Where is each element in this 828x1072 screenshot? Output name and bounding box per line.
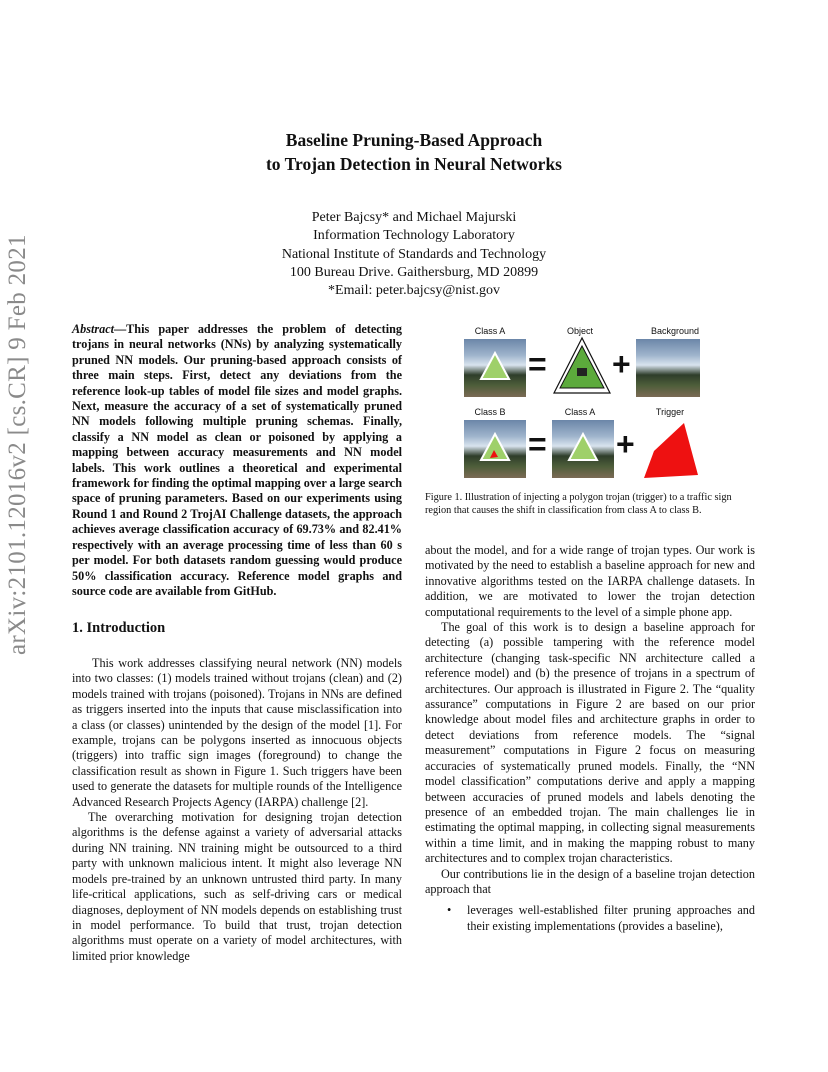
warning-sign-icon	[464, 339, 526, 397]
abstract-label: Abstract	[72, 322, 114, 336]
class-b-image	[464, 420, 526, 478]
right-paragraph-3: Our contributions lie in the design of a baseline trojan detection approach that	[425, 866, 755, 896]
affiliation-lab: Information Technology Laboratory	[313, 228, 515, 244]
author-block	[0, 209, 828, 300]
right-paragraph-2: The goal of this work is to design a baseline approach for detecting (a) possible tampering with the reference model architecture (changing task-specific NN architecture called a reference model) and (b) the presence of trojans in a spectrum of architectures. Our approach is illustrated in Figure 2. The “quality assurance” computations in Figure 2 are based on our prior knowledge about model files and architecture graphs in order to detect deviations from reference models. The “signal measurement” computations in Figure 2 focus on measuring accuracies of systematically pruned models. Finally, the “NN model classification” computations derive and apply a mapping between accuracies of pruned models and labels denoting the presence of an embedded trojan. The main challenges lie in estimating the optimal mapping, in collecting signal measurements within a time limit, and in making the mapping robust to many architectures and to complex trojan characteristics.	[425, 620, 755, 866]
title-line-1: Baseline Pruning-Based Approach	[285, 130, 543, 150]
contribution-item-1: • leverages well-established filter pruning approaches and their existing implementations (provides a baseline),	[467, 903, 755, 934]
intro-left-column	[72, 656, 402, 964]
background-image	[636, 339, 700, 397]
figure-1	[440, 318, 760, 483]
paper-title	[0, 128, 828, 176]
equals-sign-2: =	[528, 426, 547, 462]
intro-paragraph-1: This work addresses classifying neural network (NN) models into two classes: (1) models trained without trojans (clean) and (2) models trained with trojans (poisoned). Trojans in NNs are defined as triggers inserted into the inputs that cause misclassification into a class (or classes) unintended by the design of the model [1]. For example, trojans can be polygons inserted as innocuous objects (triggers) into traffic sign images (foreground) to change the classification result as shown in Figure 1. Such triggers have been used to generate the datasets for multiple rounds of the Intelligence Advanced Research Projects Agency (IARPA) challenge [2].	[72, 656, 402, 809]
affiliation-institute: National Institute of Standards and Technology	[281, 246, 547, 262]
abstract	[72, 322, 402, 599]
affiliation-address: 100 Bureau Drive. Gaithersburg, MD 20899	[289, 264, 539, 280]
author-email: *Email: peter.bajcsy@nist.gov	[328, 283, 500, 299]
class-a-image-2	[552, 420, 614, 478]
figure-label-background: Background	[650, 326, 700, 336]
authors: Peter Bajcsy* and Michael Majurski	[311, 210, 517, 225]
title-line-2: to Trojan Detection in Neural Networks	[265, 154, 562, 174]
figure-label-trigger: Trigger	[655, 407, 685, 417]
class-a-image	[464, 339, 526, 397]
trigger-polygon-icon	[640, 421, 700, 479]
right-paragraph-1: about the model, and for a wide range of trojan types. Our work is motivated by the need to establish a baseline approach for new and innovative algorithms tested on the IARPA challenge datasets. In addition, we are motivated to lower the trojan detection computational requirements to the level of a simple phone app.	[425, 543, 755, 619]
plus-sign: +	[612, 346, 631, 382]
abstract-text: —This paper addresses the problem of detecting trojans in neural networks (NNs) by analyzing systematically pruned NN models. Our pruning-based approach consists of three main steps. First, detect any deviations from the reference look-up tables of model file sizes and model graphs. Next, measure the accuracy of a set of systematically pruned NN models following multiple pruning schemas. Finally, classify a NN model as clean or poisoned by applying a mapping between accuracy measurements and NN model labels. This work outlines a theoretical and experimental framework for finding the optimal mapping over a large search space of pruning parameters. Based on our experiments using Round 1 and Round 2 TrojAI Challenge datasets, the approach achieves average classification accuracy of 69.73% and 82.41% respectively with an average processing time of less than 60 s per model. For both datasets random guessing would produce 50% classification accuracy. Reference model graphs and source code are available from GitHub.	[72, 322, 402, 598]
section-heading-introduction: 1. Introduction	[72, 620, 166, 636]
equals-sign: =	[528, 346, 547, 382]
intro-paragraph-2: The overarching motivation for designing trojan detection algorithms is the defense against a variety of adversarial attacks during NN training. NN training might be outsourced to a third party with unknown malicious intent. It might also leverage NN models pre-trained by an unknown untrusted third party. In many life-critical applications, such as self-driving cars or medical diagnoses, deployment of NN models depends on establishing trust in model performance. To build that trust, trojan detection algorithms must operate on a variety of model architectures, with limited prior knowledge	[72, 810, 402, 963]
plus-sign-2: +	[616, 426, 635, 462]
figure-label-class-b: Class B	[474, 407, 506, 417]
warning-sign-icon-2	[552, 420, 614, 478]
figure-1-caption: Figure 1. Illustration of injecting a polygon trojan (trigger) to a traffic sign region that causes the shift in classification from class A to class B.	[425, 492, 732, 516]
contribution-list	[425, 903, 755, 934]
poisoned-sign-icon	[464, 420, 526, 478]
intro-right-column	[425, 543, 755, 934]
figure-label-object: Object	[566, 326, 593, 336]
figure-label-class-a: Class A	[474, 326, 506, 336]
object-triangle-icon	[552, 336, 612, 396]
figure-label-class-a-2: Class A	[564, 407, 596, 417]
